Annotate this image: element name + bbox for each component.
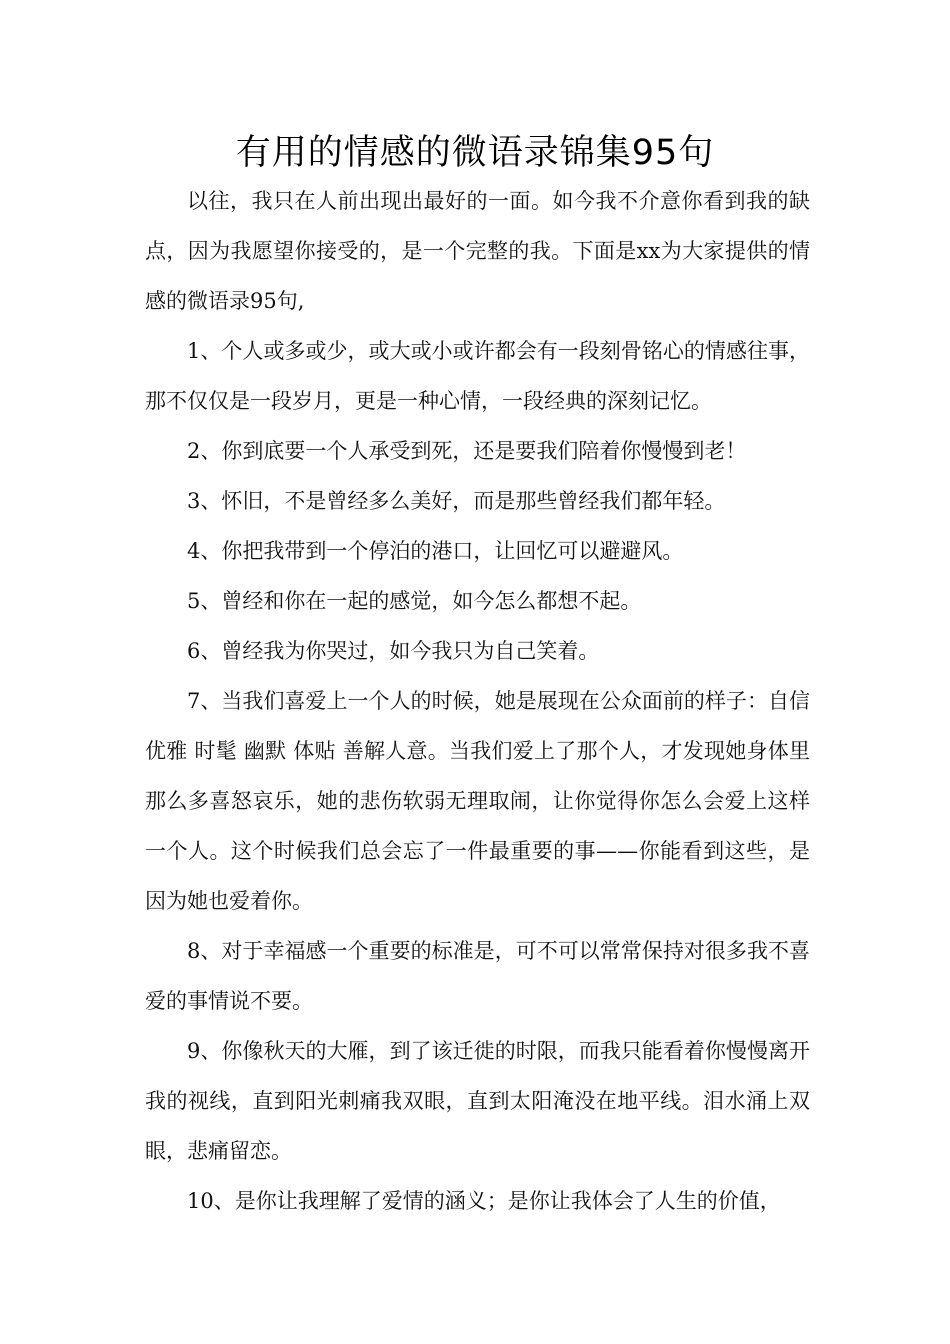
- document-body: [145, 176, 810, 1226]
- quote-paragraph-9: 9、你像秋天的大雁，到了该迁徙的时限，而我只能看着你慢慢离开我的视线，直到阳光刺痛我双眼，直到太阳淹没在地平线。泪水涌上双眼，悲痛留恋。: [145, 1039, 810, 1163]
- document-title: 有用的情感的微语录锦集95句: [235, 133, 715, 173]
- quote-paragraph-4: 4、你把我带到一个停泊的港口，让回忆可以避避风。: [187, 539, 684, 563]
- quote-paragraph-2: 2、你到底要一个人承受到死，还是要我们陪着你慢慢到老！: [187, 439, 747, 463]
- quote-paragraph-8: 8、对于幸福感一个重要的标准是，可不可以常常保持对很多我不喜爱的事情说不要。: [145, 939, 810, 1013]
- quote-paragraph-1: 1、个人或多或少，或大或小或许都会有一段刻骨铭心的情感往事，那不仅仅是一段岁月，更是一种心情，一段经典的深刻记忆。: [145, 339, 810, 413]
- quote-paragraph-10: 10、是你让我理解了爱情的涵义；是你让我体会了人生的价值，: [187, 1189, 781, 1213]
- quote-paragraph-5: 5、曾经和你在一起的感觉，如今怎么都想不起。: [187, 589, 642, 613]
- quote-paragraph-7: 7、当我们喜爱上一个人的时候，她是展现在公众面前的样子：自信 优雅 时髦 幽默 体贴 善解人意。当我们爱上了那个人，才发现她身体里那么多喜怒哀乐，她的悲伤软弱无理取闹，让你觉得你怎么会爱上这样一个人。这个时候我们总会忘了一件最重要的事——你能看到这些，是因为她也爱着你。: [145, 689, 810, 913]
- quote-paragraph-3: 3、怀旧，不是曾经多么美好，而是那些曾经我们都年轻。: [187, 489, 726, 513]
- intro-paragraph: 以往，我只在人前出现出最好的一面。如今我不介意你看到我的缺点，因为我愿望你接受的，是一个完整的我。下面是xx为大家提供的情感的微语录95句,: [145, 189, 810, 313]
- quote-paragraph-6: 6、曾经我为你哭过，如今我只为自己笑着。: [187, 639, 600, 663]
